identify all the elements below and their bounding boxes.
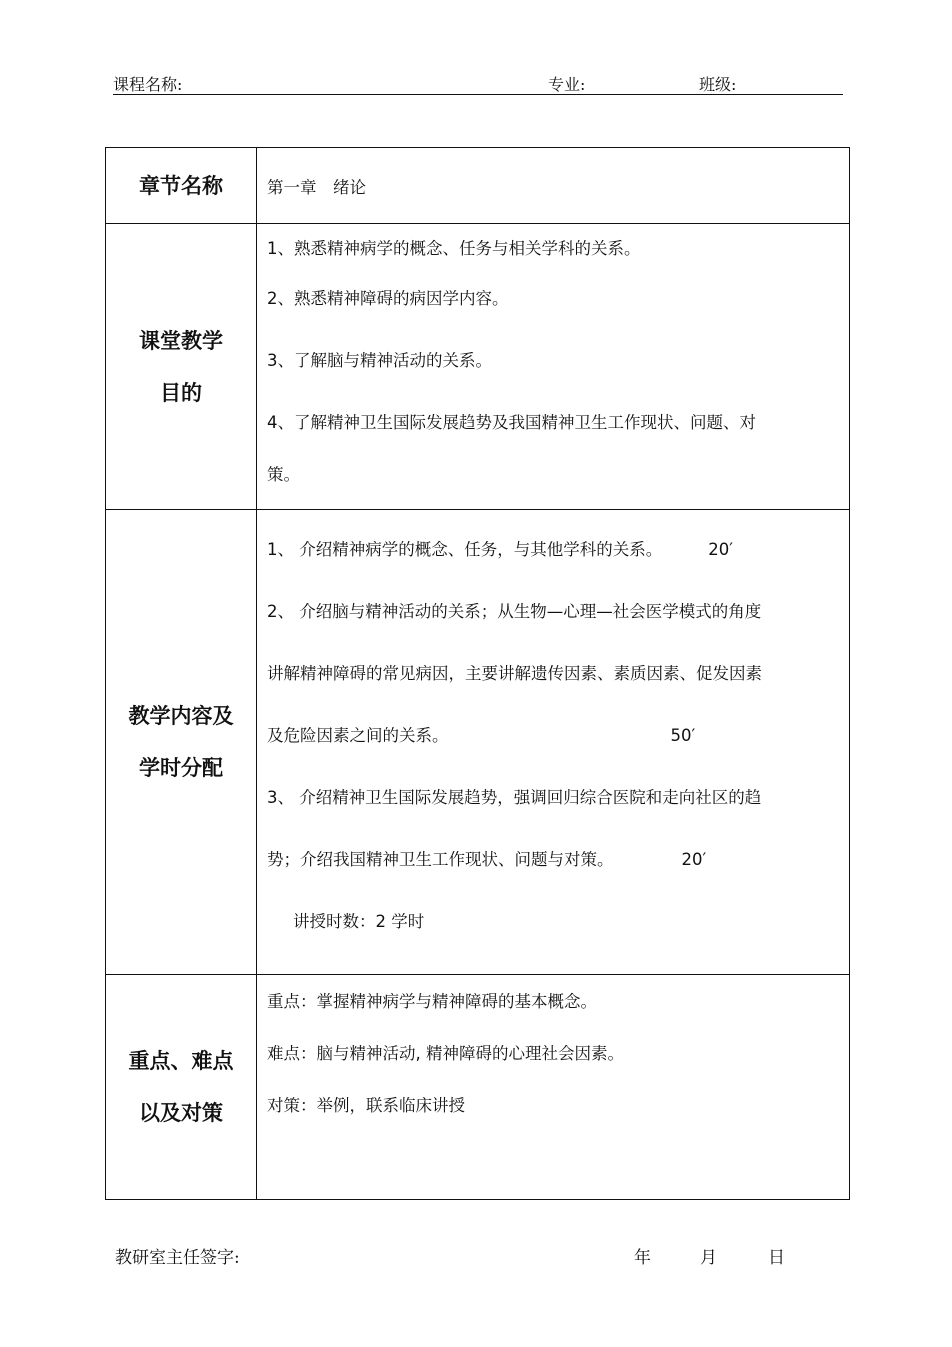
goals-label-line2: 目的 [160, 380, 202, 405]
major-label: 专业: [548, 75, 586, 94]
goal-item: 3、了解脑与精神活动的关系。 [267, 351, 492, 370]
content-text: 势；介绍我国精神卫生工作现状、问题与对策。 [267, 850, 614, 869]
keys-label [106, 975, 257, 1200]
keys-content [257, 975, 850, 1200]
teaching-content [257, 510, 850, 975]
chapter-value-text: 第一章 绪论 [267, 177, 366, 197]
chapter-row [106, 148, 850, 224]
class-label: 班级: [699, 75, 737, 94]
key-item: 对策：举例，联系临床讲授 [267, 1096, 465, 1115]
content-label [106, 510, 257, 975]
content-text: 1、 介绍精神病学的概念、任务，与其他学科的关系。 [267, 540, 663, 559]
goal-item: 4、了解精神卫生国际发展趋势及我国精神卫生工作现状、问题、对 [267, 413, 756, 432]
chapter-label-text: 章节名称 [139, 173, 223, 198]
content-line [267, 723, 845, 749]
content-row [106, 510, 850, 975]
content-text: 及危险因素之间的关系。 [267, 726, 449, 745]
goal-item: 2、熟悉精神障碍的病因学内容。 [267, 289, 509, 308]
content-line: 3、 介绍精神卫生国际发展趋势，强调回归综合医院和走向社区的趋 [267, 788, 762, 807]
content-label-line2: 学时分配 [139, 756, 223, 780]
content-line: 2、 介绍脑与精神活动的关系；从生物—心理—社会医学模式的角度 [267, 602, 762, 621]
keys-label-line2: 以及对策 [139, 1101, 223, 1125]
header-line [113, 70, 843, 95]
goals-content [257, 224, 850, 510]
key-item: 重点：掌握精神病学与精神障碍的基本概念。 [267, 992, 597, 1011]
goal-item: 1、熟悉精神病学的概念、任务与相关学科的关系。 [267, 239, 641, 258]
chapter-label [106, 148, 257, 224]
teaching-hours: 讲授时数：2 学时 [293, 912, 425, 931]
course-name-label: 课程名称: [113, 75, 183, 94]
goals-label-line1: 课堂教学 [139, 328, 223, 353]
date-year-label: 年 [634, 1248, 651, 1268]
time-allocation: 50′ [670, 726, 696, 745]
director-signature-label: 教研室主任签字: [115, 1248, 240, 1268]
content-line: 讲解精神障碍的常见病因，主要讲解遗传因素、素质因素、促发因素 [267, 664, 762, 683]
key-item: 难点：脑与精神活动, 精神障碍的心理社会因素。 [267, 1044, 624, 1063]
goals-label [106, 224, 257, 510]
date-month-label: 月 [700, 1248, 717, 1268]
goals-row [106, 224, 850, 510]
content-line [267, 847, 845, 873]
content-label-line1: 教学内容及 [128, 704, 234, 728]
chapter-value [257, 148, 850, 224]
content-line [267, 537, 845, 563]
time-allocation: 20′ [708, 540, 733, 559]
lesson-plan-table [105, 147, 850, 1200]
keys-row [106, 975, 850, 1200]
goal-item: 策。 [267, 465, 300, 484]
time-allocation: 20′ [681, 850, 707, 869]
keys-label-line1: 重点、难点 [128, 1049, 234, 1073]
date-day-label: 日 [768, 1248, 785, 1268]
